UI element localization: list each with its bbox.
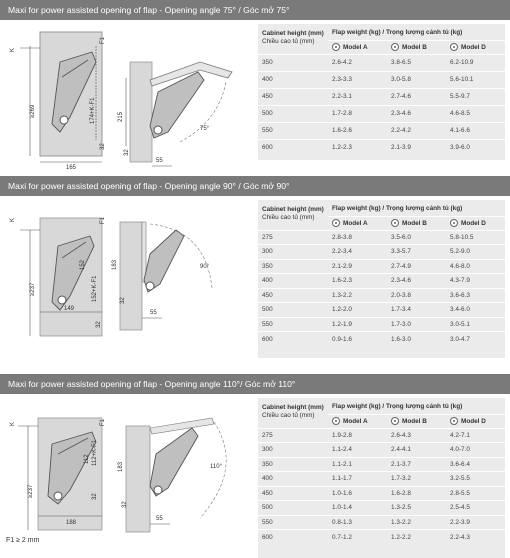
dim-height-90: ≥237 xyxy=(30,282,36,296)
flap-weight-cell: 2.2-3.9 xyxy=(446,515,505,530)
table-row xyxy=(258,515,505,530)
diagram-75-svg xyxy=(0,22,256,170)
dim-55: 55 xyxy=(156,158,163,164)
flap-weight-cell: 5.8-10.5 xyxy=(446,230,505,245)
table-row xyxy=(258,139,505,156)
dim-kf1: 174+K-F1 xyxy=(90,97,96,124)
cabinet-height-cell: 550 xyxy=(258,515,328,530)
model-a-icon-90 xyxy=(332,219,340,227)
flap-weight-cell: 1.1-2.1 xyxy=(328,457,387,472)
flap-weight-cell: 4.6-8.5 xyxy=(446,105,505,122)
flap-weight-cell: 1.1-1.7 xyxy=(328,472,387,487)
table-row xyxy=(258,245,505,260)
model-b-header-90: Model B xyxy=(387,216,446,230)
model-d-icon xyxy=(450,43,458,51)
model-d-icon-110 xyxy=(450,417,458,425)
table-row xyxy=(258,443,505,458)
flap-weight-cell: 3.8-6.5 xyxy=(387,54,446,71)
flap-weight-cell: 2.2-4.2 xyxy=(387,122,446,139)
dim-55-90: 55 xyxy=(150,310,157,316)
cabinet-height-cell: 275 xyxy=(258,428,328,443)
table-row xyxy=(258,71,505,88)
flap-weight-cell: 4.0-7.0 xyxy=(446,443,505,458)
diagram-75 xyxy=(0,22,256,170)
table-row xyxy=(258,54,505,71)
flap-weight-cell: 3.0-5.8 xyxy=(387,71,446,88)
table-row xyxy=(258,486,505,501)
flap-weight-cell: 1.6-3.0 xyxy=(387,332,446,347)
section-3-title: Maxi for power assisted opening of flap - Opening angle 110°/ Góc mở 110° xyxy=(0,374,510,394)
flap-weight-cell: 1.7-2.8 xyxy=(328,105,387,122)
table-row xyxy=(258,501,505,516)
section-2-title: Maxi for power assisted opening of flap - Opening angle 90° / Góc mở 90° xyxy=(0,176,510,196)
flap-weight-cell: 1.7-3.0 xyxy=(387,317,446,332)
flap-weight-cell: 1.7-3.2 xyxy=(387,472,446,487)
flap-weight-cell: 5.2-9.0 xyxy=(446,245,505,260)
dim-height: ≥269 xyxy=(30,104,36,118)
flap-weight-header: Flap weight (kg) / Trọng lượng cánh tủ (kg) xyxy=(328,24,505,40)
cabinet-height-cell: 275 xyxy=(258,230,328,245)
table-110 xyxy=(258,398,505,558)
table-row xyxy=(258,472,505,487)
flap-weight-cell: 2.2-3.4 xyxy=(328,245,387,260)
flap-weight-cell: 3.4-6.0 xyxy=(446,303,505,318)
dim-width-110: 188 xyxy=(66,520,77,526)
model-a-header: Model A xyxy=(328,40,387,54)
flap-weight-cell: 1.7-3.4 xyxy=(387,303,446,318)
table-row xyxy=(258,457,505,472)
cabinet-height-cell: 500 xyxy=(258,303,328,318)
flap-weight-cell: 5.5-9.7 xyxy=(446,88,505,105)
cabinet-height-cell: 600 xyxy=(258,530,328,545)
cabinet-height-cell: 400 xyxy=(258,71,328,88)
flap-weight-cell: 4.2-7.1 xyxy=(446,428,505,443)
flap-weight-cell: 2.3-3.3 xyxy=(328,71,387,88)
flap-weight-cell: 3.5-6.0 xyxy=(387,230,446,245)
dim-width: 165 xyxy=(66,165,77,170)
dim-kf1-110: 112+K-F1 xyxy=(92,439,98,466)
cabinet-height-cell: 600 xyxy=(258,139,328,156)
dim-32b-110: 32 xyxy=(122,501,128,508)
flap-weight-cell: 1.2-1.9 xyxy=(328,317,387,332)
flap-weight-cell: 3.2-5.5 xyxy=(446,472,505,487)
dim-32b: 32 xyxy=(124,149,130,156)
flap-weight-cell: 6.2-10.9 xyxy=(446,54,505,71)
diagram-90 xyxy=(0,200,256,350)
model-b-icon-110 xyxy=(391,417,399,425)
dim-height-110: ≥237 xyxy=(28,484,34,498)
flap-weight-cell: 3.3-5.7 xyxy=(387,245,446,260)
model-a-icon-110 xyxy=(332,417,340,425)
flap-weight-cell: 4.3-7.9 xyxy=(446,274,505,289)
flap-weight-cell: 1.2-2.0 xyxy=(328,303,387,318)
cabinet-height-cell: 400 xyxy=(258,472,328,487)
table-90 xyxy=(258,200,505,358)
cabinet-height-cell: 450 xyxy=(258,486,328,501)
cabinet-height-cell: 550 xyxy=(258,317,328,332)
flap-weight-cell: 4.1-6.6 xyxy=(446,122,505,139)
model-b-header-110: Model B xyxy=(387,414,446,428)
flap-weight-cell: 1.6-2.6 xyxy=(328,122,387,139)
model-d-header-110: Model D xyxy=(446,414,505,428)
flap-weight-header-90: Flap weight (kg) / Trọng lượng cánh tủ (kg) xyxy=(328,200,505,216)
flap-weight-cell: 3.6-6.4 xyxy=(446,457,505,472)
flap-weight-cell: 2.6-4.2 xyxy=(328,54,387,71)
diagram-110 xyxy=(0,398,256,558)
flap-weight-cell: 0.8-1.3 xyxy=(328,515,387,530)
table-row xyxy=(258,88,505,105)
cabinet-height-cell: 500 xyxy=(258,105,328,122)
cabinet-height-cell: 300 xyxy=(258,245,328,260)
flap-weight-cell: 2.2-3.1 xyxy=(328,88,387,105)
model-d-header-90: Model D xyxy=(446,216,505,230)
cabinet-header-110: Cabinet height (mm) Chiều cao tủ (mm) xyxy=(262,404,324,419)
table-row xyxy=(258,428,505,443)
table-row xyxy=(258,303,505,318)
table-row xyxy=(258,288,505,303)
diagram-90-svg xyxy=(0,200,256,350)
flap-weight-cell: 1.1-2.4 xyxy=(328,443,387,458)
dim-angle: 75° xyxy=(200,126,210,132)
dim-112: 112 xyxy=(84,454,90,464)
section-1-title: Maxi for power assisted opening of flap - Opening angle 75° / Góc mở 75° xyxy=(0,0,510,20)
dim-k-110: K xyxy=(10,421,16,426)
flap-weight-cell: 3.6-6.3 xyxy=(446,288,505,303)
flap-weight-cell: 2.6-4.3 xyxy=(387,428,446,443)
dim-k-90: K xyxy=(10,217,16,222)
cabinet-height-cell: 450 xyxy=(258,288,328,303)
dim-f1-110: F1 xyxy=(100,418,106,426)
table-row xyxy=(258,230,505,245)
flap-weight-cell: 3.0-4.7 xyxy=(446,332,505,347)
flap-weight-cell: 1.2-2.3 xyxy=(328,139,387,156)
cabinet-height-cell: 500 xyxy=(258,501,328,516)
note-f1: F1 ≥ 2 mm xyxy=(6,537,40,544)
model-b-icon xyxy=(391,43,399,51)
dim-k: K xyxy=(10,47,16,52)
cabinet-height-cell: 600 xyxy=(258,332,328,347)
flap-weight-cell: 1.3-2.5 xyxy=(387,501,446,516)
table-110-grid xyxy=(258,398,505,544)
dim-width-90: 149 xyxy=(64,306,75,312)
dim-152: 152 xyxy=(80,259,86,270)
table-110-body xyxy=(258,428,505,544)
dim-32: 32 xyxy=(100,143,106,150)
flap-weight-cell: 2.0-3.8 xyxy=(387,288,446,303)
dim-h183-90: 183 xyxy=(112,259,118,270)
diagram-110-svg xyxy=(0,398,256,558)
flap-weight-cell: 2.1-3.7 xyxy=(387,457,446,472)
dim-32b-90: 32 xyxy=(120,297,126,304)
flap-weight-header-110: Flap weight (kg) / Trọng lượng cánh tủ (kg) xyxy=(328,398,505,414)
flap-weight-cell: 1.0-1.6 xyxy=(328,486,387,501)
dim-angle-110: 110° xyxy=(210,464,222,470)
cabinet-height-cell: 350 xyxy=(258,457,328,472)
flap-weight-cell: 3.0-5.1 xyxy=(446,317,505,332)
model-d-header: Model D xyxy=(446,40,505,54)
table-90-grid xyxy=(258,200,505,346)
dim-h183-110: 183 xyxy=(118,461,124,472)
flap-weight-cell: 2.4-4.1 xyxy=(387,443,446,458)
cabinet-height-cell: 450 xyxy=(258,88,328,105)
flap-weight-cell: 1.2-2.2 xyxy=(387,530,446,545)
table-row xyxy=(258,105,505,122)
flap-weight-cell: 2.8-5.5 xyxy=(446,486,505,501)
table-row xyxy=(258,530,505,545)
flap-weight-cell: 2.5-4.5 xyxy=(446,501,505,516)
flap-weight-cell: 2.2-4.3 xyxy=(446,530,505,545)
flap-weight-cell: 1.3-2.2 xyxy=(328,288,387,303)
flap-weight-cell: 1.9-2.8 xyxy=(328,428,387,443)
table-row xyxy=(258,122,505,139)
table-90-body xyxy=(258,230,505,346)
flap-weight-cell: 2.7-4.6 xyxy=(387,88,446,105)
dim-32-110: 32 xyxy=(92,493,98,500)
flap-weight-cell: 5.6-10.1 xyxy=(446,71,505,88)
flap-weight-cell: 2.1-2.9 xyxy=(328,259,387,274)
table-row xyxy=(258,274,505,289)
flap-weight-cell: 0.9-1.6 xyxy=(328,332,387,347)
flap-weight-cell: 2.1-3.9 xyxy=(387,139,446,156)
table-75-grid xyxy=(258,24,505,156)
cabinet-height-cell: 400 xyxy=(258,274,328,289)
dim-kf1-90: 152+K-F1 xyxy=(92,275,98,302)
cabinet-header-90: Cabinet height (mm) Chiều cao tủ (mm) xyxy=(262,206,324,221)
model-a-header-110: Model A xyxy=(328,414,387,428)
model-b-header: Model B xyxy=(387,40,446,54)
flap-weight-cell: 2.8-3.8 xyxy=(328,230,387,245)
table-row xyxy=(258,259,505,274)
dim-h215: 215 xyxy=(118,111,124,122)
flap-weight-cell: 1.0-1.4 xyxy=(328,501,387,516)
flap-weight-cell: 1.6-2.8 xyxy=(387,486,446,501)
table-row xyxy=(258,317,505,332)
flap-weight-cell: 2.3-4.6 xyxy=(387,105,446,122)
model-b-icon-90 xyxy=(391,219,399,227)
dim-32-90: 32 xyxy=(96,321,102,328)
cabinet-height-cell: 350 xyxy=(258,259,328,274)
flap-weight-cell: 4.6-8.0 xyxy=(446,259,505,274)
flap-weight-cell: 3.9-6.0 xyxy=(446,139,505,156)
dim-f1: F1 xyxy=(100,36,106,44)
cabinet-header: Cabinet height (mm) Chiều cao tủ (mm) xyxy=(262,30,324,45)
dim-f1-90: F1 xyxy=(100,216,106,224)
flap-weight-cell: 2.7-4.9 xyxy=(387,259,446,274)
flap-weight-cell: 0.7-1.2 xyxy=(328,530,387,545)
dim-angle-90: 90° xyxy=(200,264,210,270)
flap-weight-cell: 1.3-2.2 xyxy=(387,515,446,530)
model-a-icon xyxy=(332,43,340,51)
model-d-icon-90 xyxy=(450,219,458,227)
cabinet-height-cell: 300 xyxy=(258,443,328,458)
dim-55-110: 55 xyxy=(156,516,163,522)
model-a-header-90: Model A xyxy=(328,216,387,230)
table-row xyxy=(258,332,505,347)
table-75-body xyxy=(258,54,505,156)
cabinet-height-cell: 550 xyxy=(258,122,328,139)
cabinet-height-cell: 350 xyxy=(258,54,328,71)
table-75 xyxy=(258,24,505,160)
flap-weight-cell: 1.6-2.3 xyxy=(328,274,387,289)
flap-weight-cell: 2.3-4.6 xyxy=(387,274,446,289)
